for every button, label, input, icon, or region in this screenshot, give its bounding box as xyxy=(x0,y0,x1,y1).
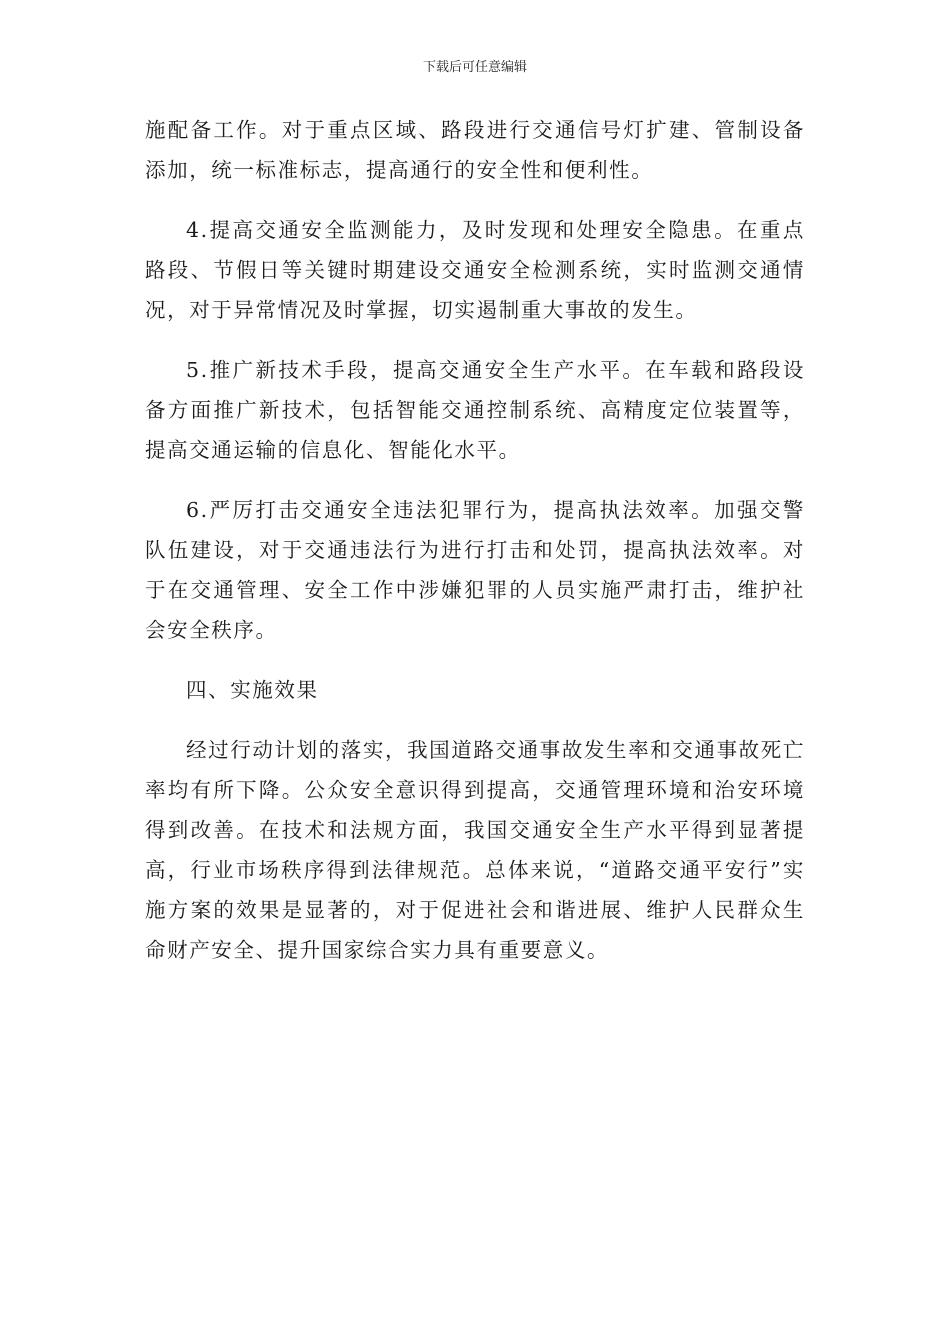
header-note: 下载后可任意编辑 xyxy=(422,60,527,75)
paragraph-continuation: 施配备工作。对于重点区域、路段进行交通信号灯扩建、管制设备添加，统一标准标志，提高通行的安全性和便利性。 xyxy=(145,118,805,182)
paragraph-item-5: 5.推广新技术手段，提高交通安全生产水平。在车载和路段设备方面推广新技术，包括智能交通控制系统、高精度定位装置等，提高交通运输的信息化、智能化水平。 xyxy=(145,358,805,462)
document-body xyxy=(145,110,805,990)
paragraph-item-4: 4.提高交通安全监测能力，及时发现和处理安全隐患。在重点路段、节假日等关键时期建设交通安全检测系统，实时监测交通情况，对于异常情况及时掌握，切实遏制重大事故的发生。 xyxy=(145,218,805,322)
paragraph-item-6: 6.严厉打击交通安全违法犯罪行为，提高执法效率。加强交警队伍建设，对于交通违法行为进行打击和处罚，提高执法效率。对于在交通管理、安全工作中涉嫌犯罪的人员实施严肃打击，维护社会安全秩序。 xyxy=(145,498,805,642)
paragraph-effects: 经过行动计划的落实，我国道路交通事故发生率和交通事故死亡率均有所下降。公众安全意识得到提高，交通管理环境和治安环境得到改善。在技术和法规方面，我国交通安全生产水平得到显著提高，行业市场秩序得到法律规范。总体来说，“道路交通平安行”实施方案的效果是显著的，对于促进社会和谐进展、维护人民群众生命财产安全、提升国家综合实力具有重要意义。 xyxy=(145,738,805,962)
section-heading: 四、实施效果 xyxy=(186,678,319,702)
